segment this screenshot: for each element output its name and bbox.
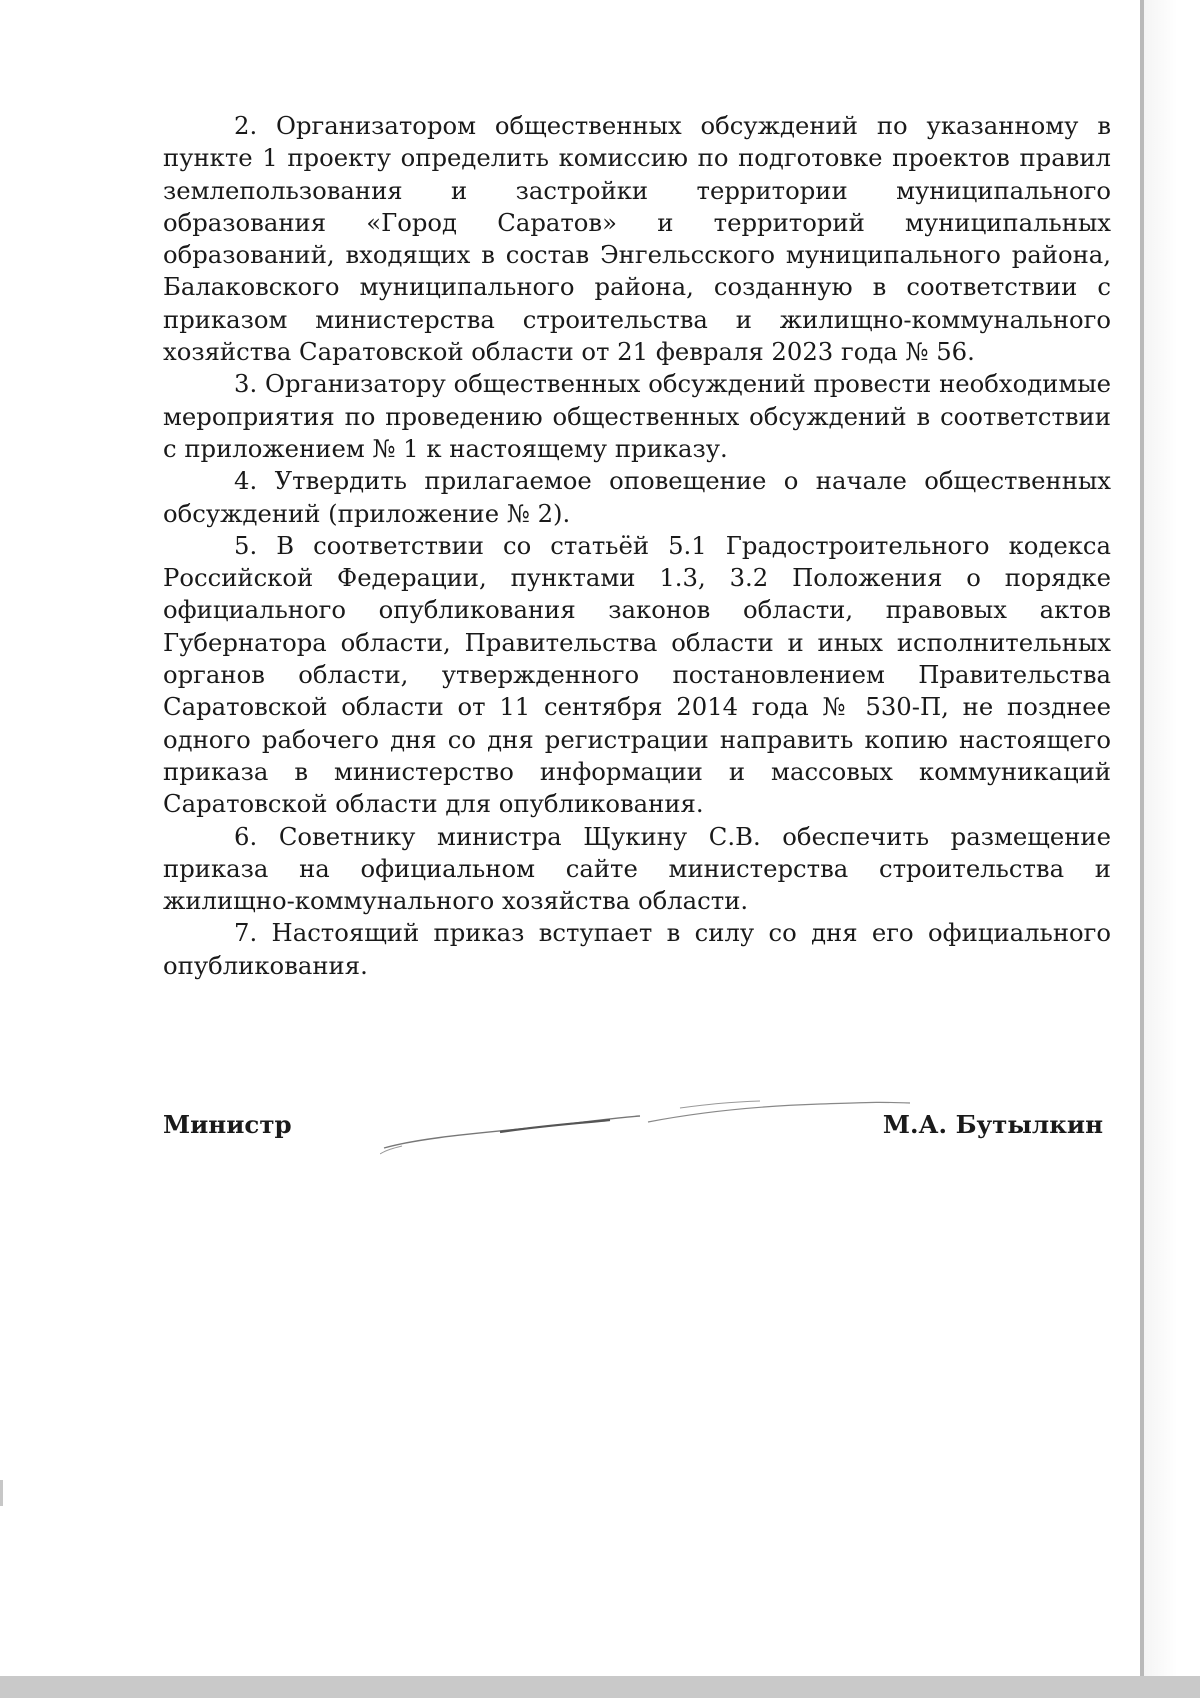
scan-bottom-border <box>0 1676 1200 1698</box>
paragraph-4: 4. Утвердить прилагаемое оповещение о начале общественных обсуждений (приложение № 2). <box>163 466 1111 528</box>
page-edge-shade <box>1144 0 1200 1676</box>
document-body <box>163 110 1111 982</box>
signatory-title: Министр <box>163 1110 292 1139</box>
paragraph-5: 5. В соответствии со статьёй 5.1 Градостроительного кодекса Российской Федерации, пунктами 1.3, 3.2 Положения о порядке официального опубликования законов области, правовых актов Губернатора области, Правительства области и иных исполнительных органов области, утвержденного постановлением Правительства Саратовской области от 11 сентября 2014 года № 530-П, не позднее одного рабочего дня со дня регистрации направить копию настоящего приказа в министерство информации и массовых коммуникаций Саратовской области для опубликования. <box>163 530 1111 819</box>
signatory-name: М.А. Бутылкин <box>882 1110 1103 1139</box>
paragraph-6: 6. Советнику министра Щукину С.В. обеспечить размещение приказа на официальном сайте министерства строительства и жилищно-коммунального хозяйства области. <box>163 821 1111 916</box>
paragraph-7: 7. Настоящий приказ вступает в силу со дня его официального опубликования. <box>163 918 1111 980</box>
signature-block <box>163 1110 1111 1150</box>
paragraph-2: 2. Организатором общественных обсуждений по указанному в пункте 1 проекту определить комиссию по подготовке проектов правил землепользования и застройки территории муниципального образования «Город Саратов» и территорий муниципальных образований, входящих в состав Энгельсского муниципального района, Балаковского муниципального района, созданную в соответствии с приказом министерства строительства и жилищно-коммунального хозяйства Саратовской области от 21 февраля 2023 года № 56. <box>163 111 1111 367</box>
scan-left-mark <box>0 1480 3 1506</box>
paragraph-3: 3. Организатору общественных обсуждений провести необходимые мероприятия по проведению общественных обсуждений в соответствии с приложением № 1 к настоящему приказу. <box>163 369 1111 463</box>
